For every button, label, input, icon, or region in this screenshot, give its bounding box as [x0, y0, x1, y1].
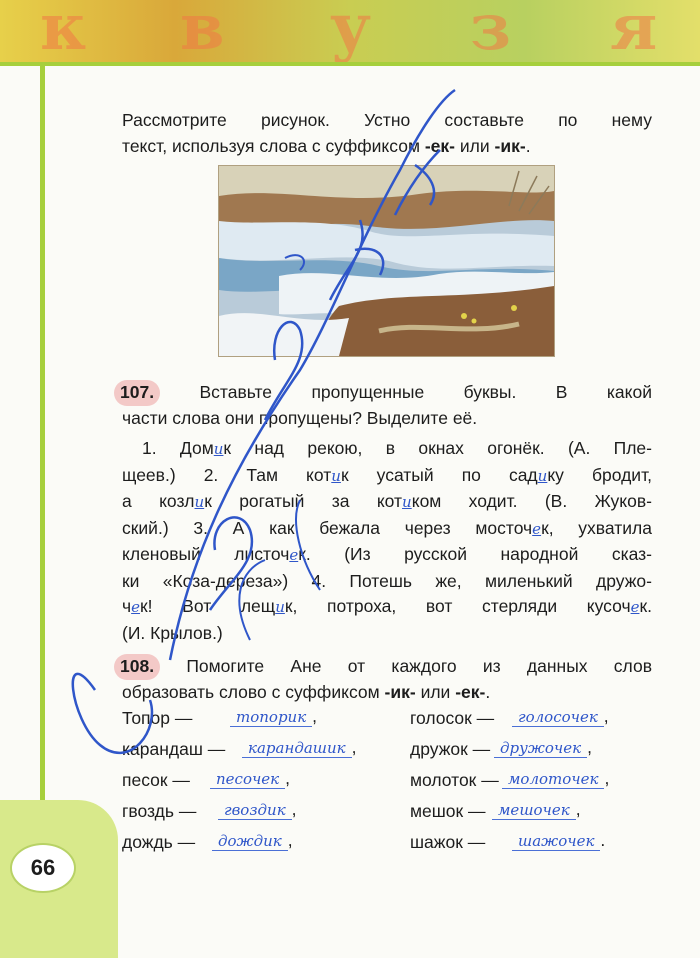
intro-text: .: [525, 135, 531, 156]
ex108-row: [122, 832, 662, 862]
ex107-text: а козл: [122, 491, 195, 511]
ex107-text: 1. Дом: [142, 438, 214, 458]
answer-slot: [210, 768, 290, 789]
banner-letter: в: [180, 0, 225, 62]
filled-letter: е: [131, 598, 141, 616]
handwritten-answer: топорик: [230, 708, 312, 727]
ex107-question-text: Вставьте пропущенные буквы. В какой: [160, 382, 652, 402]
answer-slot: [212, 830, 293, 851]
punctuation: ,: [287, 830, 293, 850]
filled-letter: и: [213, 440, 224, 458]
top-banner: [0, 0, 700, 62]
intro-line-2: [122, 134, 652, 160]
ex107-text: ком ходит. (В. Жуков-: [411, 491, 652, 511]
handwritten-answer: гвоздик: [218, 801, 292, 820]
ex107-line: [122, 621, 652, 647]
ex107-line: [122, 489, 652, 516]
banner-letter: я: [610, 0, 658, 62]
ex108-question-text: .: [485, 681, 491, 702]
banner-letter: з: [470, 0, 511, 62]
suffix-ik: -ик-: [384, 681, 416, 702]
handwritten-answer: дождик: [212, 832, 288, 851]
punctuation: ,: [587, 737, 592, 757]
ex108-question-text: образовать слово с суффиксом: [122, 681, 385, 702]
filled-letter: е: [630, 598, 640, 616]
base-word: песок —: [122, 770, 190, 790]
handwritten-answer: песочек: [210, 770, 285, 789]
ex107-text: к, потроха, вот стерляди кусоч: [284, 596, 631, 616]
ex107-line: [122, 594, 652, 621]
answer-slot: [502, 768, 609, 789]
ex107-line: [122, 463, 652, 490]
handwritten-answer: голосочек: [512, 708, 604, 727]
exercise-108-question: [122, 654, 652, 705]
ex107-text: к.: [639, 596, 652, 616]
exercise-107-text: [122, 436, 652, 646]
ex107-text: к, ухватила: [541, 517, 652, 538]
suffix-ik: -ик-: [494, 135, 526, 156]
ex108-row: [122, 770, 662, 800]
answer-slot: [242, 737, 356, 758]
intro-text: или: [455, 135, 495, 156]
banner-letter: к: [40, 0, 87, 62]
answer-slot: [512, 830, 605, 851]
handwritten-answer: дружочек: [494, 739, 587, 758]
filled-letter: и: [331, 466, 341, 485]
ex107-line: [122, 569, 652, 595]
ex107-text: (И. Крылов.): [122, 622, 223, 643]
ex107-text: ский.) 3. А как бежала через мосточ: [122, 517, 533, 538]
ex107-text: кленовый листоч: [122, 544, 290, 564]
intro-paragraph: [122, 108, 652, 159]
exercise-number-108: 108.: [114, 654, 160, 680]
base-word: шажок —: [410, 832, 486, 852]
ex107-line: [122, 542, 652, 569]
filled-letter: е: [532, 519, 542, 538]
handwritten-answer: шажочек: [512, 832, 600, 851]
illustration-svg: [219, 166, 554, 356]
ex107-text: щеев.) 2. Там кот: [122, 464, 332, 485]
ex107-line: [122, 436, 652, 463]
ex107-text: к! Вот лещ: [140, 596, 276, 616]
top-divider: [0, 62, 700, 66]
suffix-ek: -ек-: [424, 135, 456, 156]
filled-letter: е: [289, 546, 299, 564]
answer-slot: [512, 706, 609, 727]
intro-text: текст, используя слова с суффиксом: [122, 135, 425, 156]
punctuation: ,: [575, 799, 581, 819]
handwritten-answer: карандашик: [242, 739, 352, 758]
punctuation: ,: [351, 737, 357, 757]
ex107-question-line-2: части слова они пропущены? Выделите её.: [122, 407, 478, 428]
ex107-text: к усатый по сад: [340, 464, 538, 485]
left-margin-rail: [40, 66, 45, 826]
page-number: 66: [10, 843, 76, 893]
ex108-question-text: Помогите Ане от каждого из данных слов: [160, 656, 652, 676]
exercise-107-question: [122, 380, 652, 431]
base-word: гвоздь —: [122, 801, 197, 821]
ex108-question-line-2: [122, 680, 652, 706]
suffix-ek: -ек-: [455, 681, 486, 702]
base-word: молоток —: [410, 770, 499, 790]
ex108-row: [122, 801, 662, 831]
base-word: дождь —: [122, 832, 196, 852]
handwritten-answer: молоточек: [502, 770, 604, 789]
base-word: дружок —: [410, 739, 491, 759]
ex107-line: [122, 516, 652, 543]
ex107-text: к. (Из русской народной сказ-: [298, 544, 652, 564]
punctuation: ,: [312, 706, 318, 726]
base-word: карандаш —: [122, 739, 226, 759]
filled-letter: и: [402, 493, 412, 511]
ex107-text: к над рекою, в окнах огонёк. (А. Пле-: [223, 438, 652, 458]
exercise-number-107: 107.: [114, 380, 160, 406]
base-word: Топор —: [122, 708, 193, 728]
ex108-row: [122, 739, 662, 769]
intro-line-1: Рассмотрите рисунок. Устно составьте по нему: [122, 110, 652, 130]
answer-slot: [218, 799, 297, 820]
answer-slot: [494, 737, 592, 758]
spring-river-illustration: [218, 165, 555, 357]
ex108-question-line-1: [122, 654, 652, 680]
answer-slot: [492, 799, 581, 820]
answer-slot: [230, 706, 317, 727]
punctuation: ,: [603, 706, 609, 726]
ex107-text: к рогатый за кот: [204, 491, 403, 511]
ex108-question-text: или: [415, 681, 456, 702]
ex108-row: [122, 708, 662, 738]
ex107-question-line-1: [122, 380, 652, 406]
ex107-text: ку бродит,: [547, 464, 653, 485]
handwritten-answer: мешочек: [492, 801, 576, 820]
filled-letter: и: [275, 598, 285, 616]
base-word: голосок —: [410, 708, 495, 728]
banner-letter: у: [330, 0, 371, 62]
filled-letter: и: [194, 493, 205, 511]
punctuation: ,: [285, 768, 291, 788]
punctuation: ,: [604, 768, 610, 788]
punctuation: .: [600, 830, 606, 850]
base-word: мешок —: [410, 801, 486, 821]
filled-letter: и: [537, 466, 548, 485]
ex107-text: ки «Коза-дереза») 4. Потешь же, миленький дружо-: [122, 570, 652, 591]
punctuation: ,: [291, 799, 297, 819]
ex107-text: ч: [122, 596, 132, 616]
